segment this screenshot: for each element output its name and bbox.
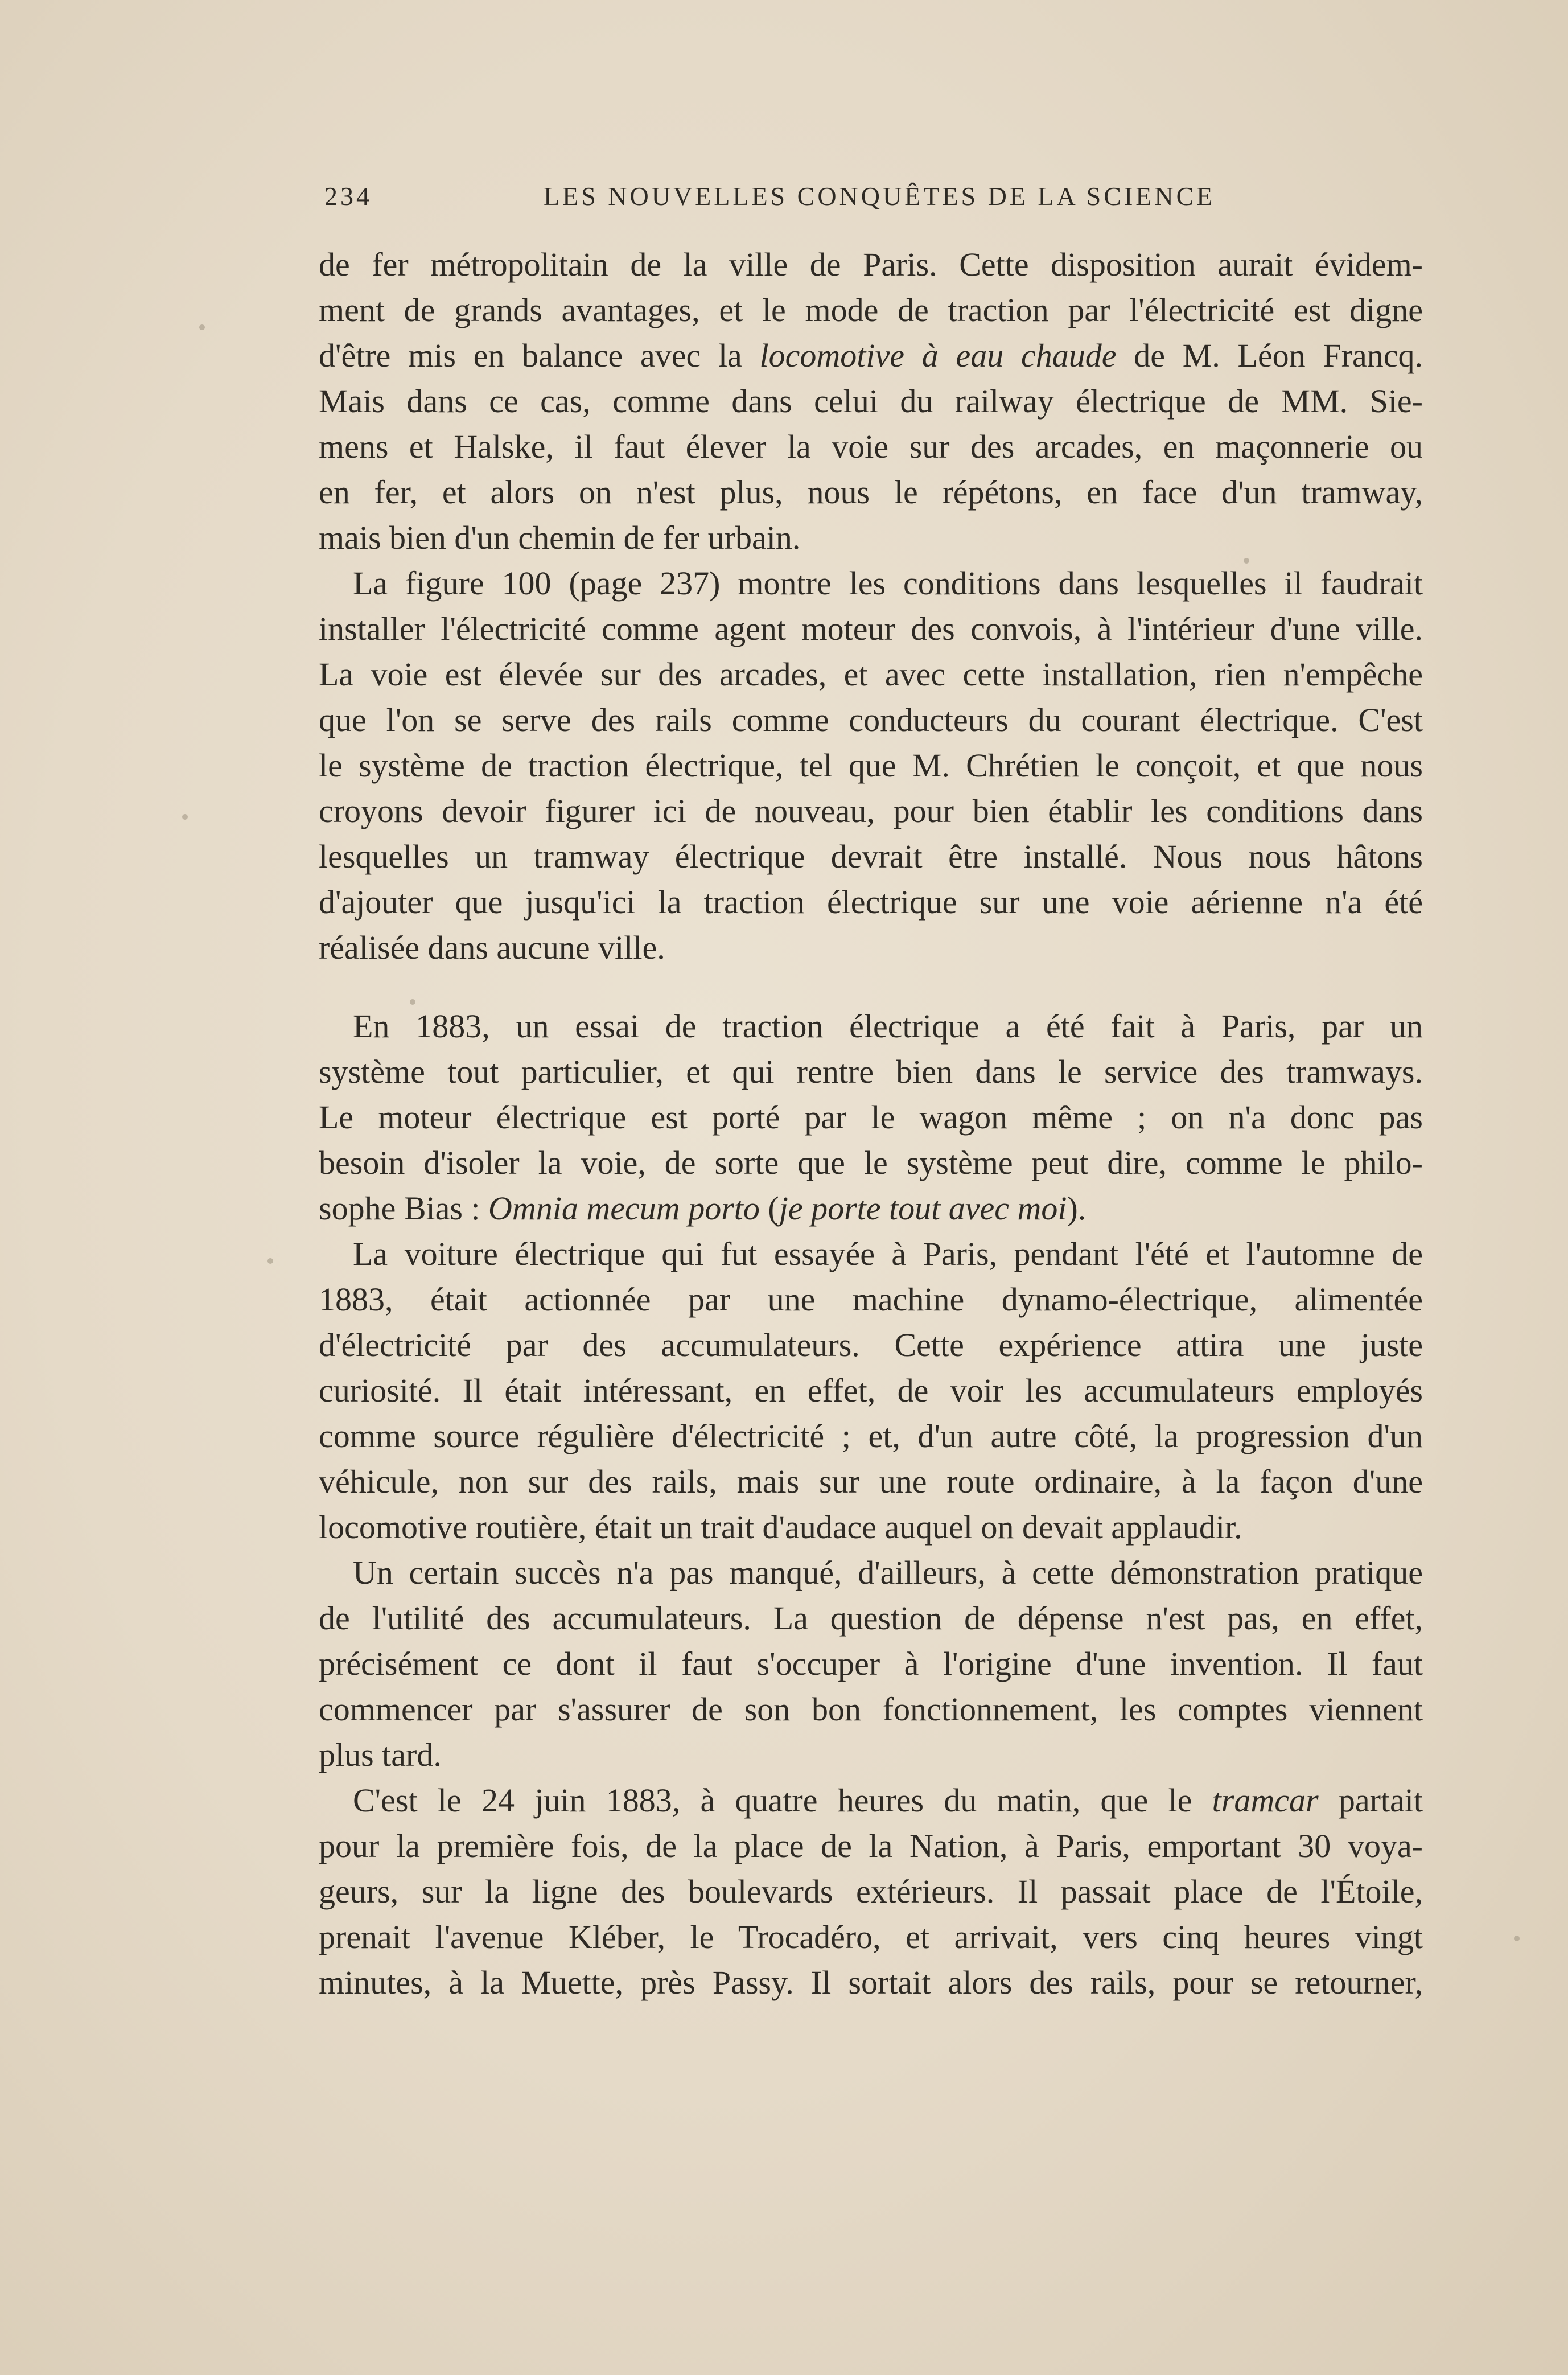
text-line: geurs, sur la ligne des boulevards extérieurs. Il passait place de l'Étoile, <box>319 1873 1423 1910</box>
paper-speck <box>410 999 415 1005</box>
italic-term: tramcar <box>1212 1782 1319 1819</box>
text-line: En 1883, un essai de traction électrique a été fait à Paris, par un <box>353 1008 1423 1045</box>
text-line: véhicule, non sur des rails, mais sur une route ordinaire, à la façon d'une <box>319 1463 1423 1500</box>
paper-speck <box>267 1258 273 1264</box>
text-line: locomotive routière, était un trait d'audace auquel on devait applaudir. <box>319 1509 1242 1546</box>
text-line: comme source régulière d'électricité ; et, d'un autre côté, la progression d'un <box>319 1417 1423 1454</box>
page-number: 234 <box>324 182 372 211</box>
text-line: de fer métropolitain de la ville de Paris. Cette disposition aurait évidem- <box>319 246 1423 283</box>
text-line: réalisée dans aucune ville. <box>319 929 665 966</box>
text-line: Mais dans ce cas, comme dans celui du railway électrique de MM. Sie- <box>319 383 1423 420</box>
paragraph <box>319 242 1423 561</box>
paragraph-gap <box>319 971 1423 1004</box>
text-line: commencer par s'assurer de son bon fonctionnement, les comptes viennent <box>319 1691 1423 1728</box>
text-line: ment de grands avantages, et le mode de traction par l'électricité est digne <box>319 291 1423 328</box>
text-line: pour la première fois, de la place de la Nation, à Paris, emportant 30 voya- <box>319 1827 1423 1864</box>
text-line: La figure 100 (page 237) montre les conditions dans lesquelles il faudrait <box>353 565 1423 602</box>
text-line: croyons devoir figurer ici de nouveau, pour bien établir les conditions dans <box>319 792 1423 829</box>
text-line: curiosité. Il était intéressant, en effet, de voir les accumulateurs employés <box>319 1372 1423 1409</box>
text-line: La voiture électrique qui fut essayée à Paris, pendant l'été et l'automne de <box>353 1235 1423 1272</box>
paragraph <box>319 561 1423 971</box>
text-line: 1883, était actionnée par une machine dynamo-électrique, alimentée <box>319 1281 1423 1318</box>
text-line: C'est le 24 juin 1883, à quatre heures du matin, que le tramcar partait <box>353 1782 1423 1819</box>
text-line: La voie est élevée sur des arcades, et avec cette installation, rien n'empêche <box>319 656 1423 693</box>
text-line: précisément ce dont il faut s'occuper à l'origine d'une invention. Il faut <box>319 1645 1423 1682</box>
text-line: mens et Halske, il faut élever la voie sur des arcades, en maçonnerie ou <box>319 428 1423 465</box>
paragraph <box>319 1550 1423 1778</box>
italic-term: locomotive à eau chaude <box>759 337 1117 374</box>
text-line: lesquelles un tramway électrique devrait être installé. Nous nous hâtons <box>319 838 1423 875</box>
text-line: besoin d'isoler la voie, de sorte que le système peut dire, comme le philo- <box>319 1144 1423 1181</box>
text-line: sophe Bias : Omnia mecum porto (je porte tout avec moi). <box>319 1190 1087 1227</box>
paragraph <box>319 1004 1423 1231</box>
text-line: d'ajouter que jusqu'ici la traction électrique sur une voie aérienne n'a été <box>319 884 1423 921</box>
text-line: Le moteur électrique est porté par le wagon même ; on n'a donc pas <box>319 1099 1423 1136</box>
text-line: d'électricité par des accumulateurs. Cette expérience attira une juste <box>319 1326 1423 1363</box>
latin-quote: Omnia mecum porto <box>488 1190 760 1227</box>
text-line: prenait l'avenue Kléber, le Trocadéro, et arrivait, vers cinq heures vingt <box>319 1918 1423 1955</box>
text-line: le système de traction électrique, tel que M. Chrétien le conçoit, et que nous <box>319 747 1423 784</box>
body-text <box>319 242 1423 2006</box>
text-line: que l'on se serve des rails comme conducteurs du courant électrique. C'est <box>319 701 1423 738</box>
paragraph <box>319 1778 1423 2006</box>
text-line: plus tard. <box>319 1736 442 1773</box>
paragraph <box>319 1231 1423 1550</box>
text-line: en fer, et alors on n'est plus, nous le répétons, en face d'un tramway, <box>319 474 1423 511</box>
text-line: système tout particulier, et qui rentre bien dans le service des tramways. <box>319 1053 1423 1090</box>
paper-speck <box>1244 558 1249 564</box>
text-line: mais bien d'un chemin de fer urbain. <box>319 519 801 556</box>
paper-speck <box>1514 1936 1520 1941</box>
text-line: Un certain succès n'a pas manqué, d'ailleurs, à cette démonstration pratique <box>353 1554 1423 1591</box>
text-line: installer l'électricité comme agent moteur des convois, à l'intérieur d'une ville. <box>319 610 1423 647</box>
quote-translation: je porte tout avec moi <box>779 1190 1067 1227</box>
page-header <box>324 181 1417 215</box>
text-line: d'être mis en balance avec la locomotive à eau chaude de M. Léon Francq. <box>319 337 1423 374</box>
running-title: LES NOUVELLES CONQUÊTES DE LA SCIENCE <box>544 182 1216 211</box>
text-line: de l'utilité des accumulateurs. La question de dépense n'est pas, en effet, <box>319 1600 1423 1637</box>
text-line: minutes, à la Muette, près Passy. Il sortait alors des rails, pour se retourner, <box>319 1964 1423 2001</box>
paper-speck <box>182 814 188 820</box>
paper-speck <box>199 324 205 330</box>
